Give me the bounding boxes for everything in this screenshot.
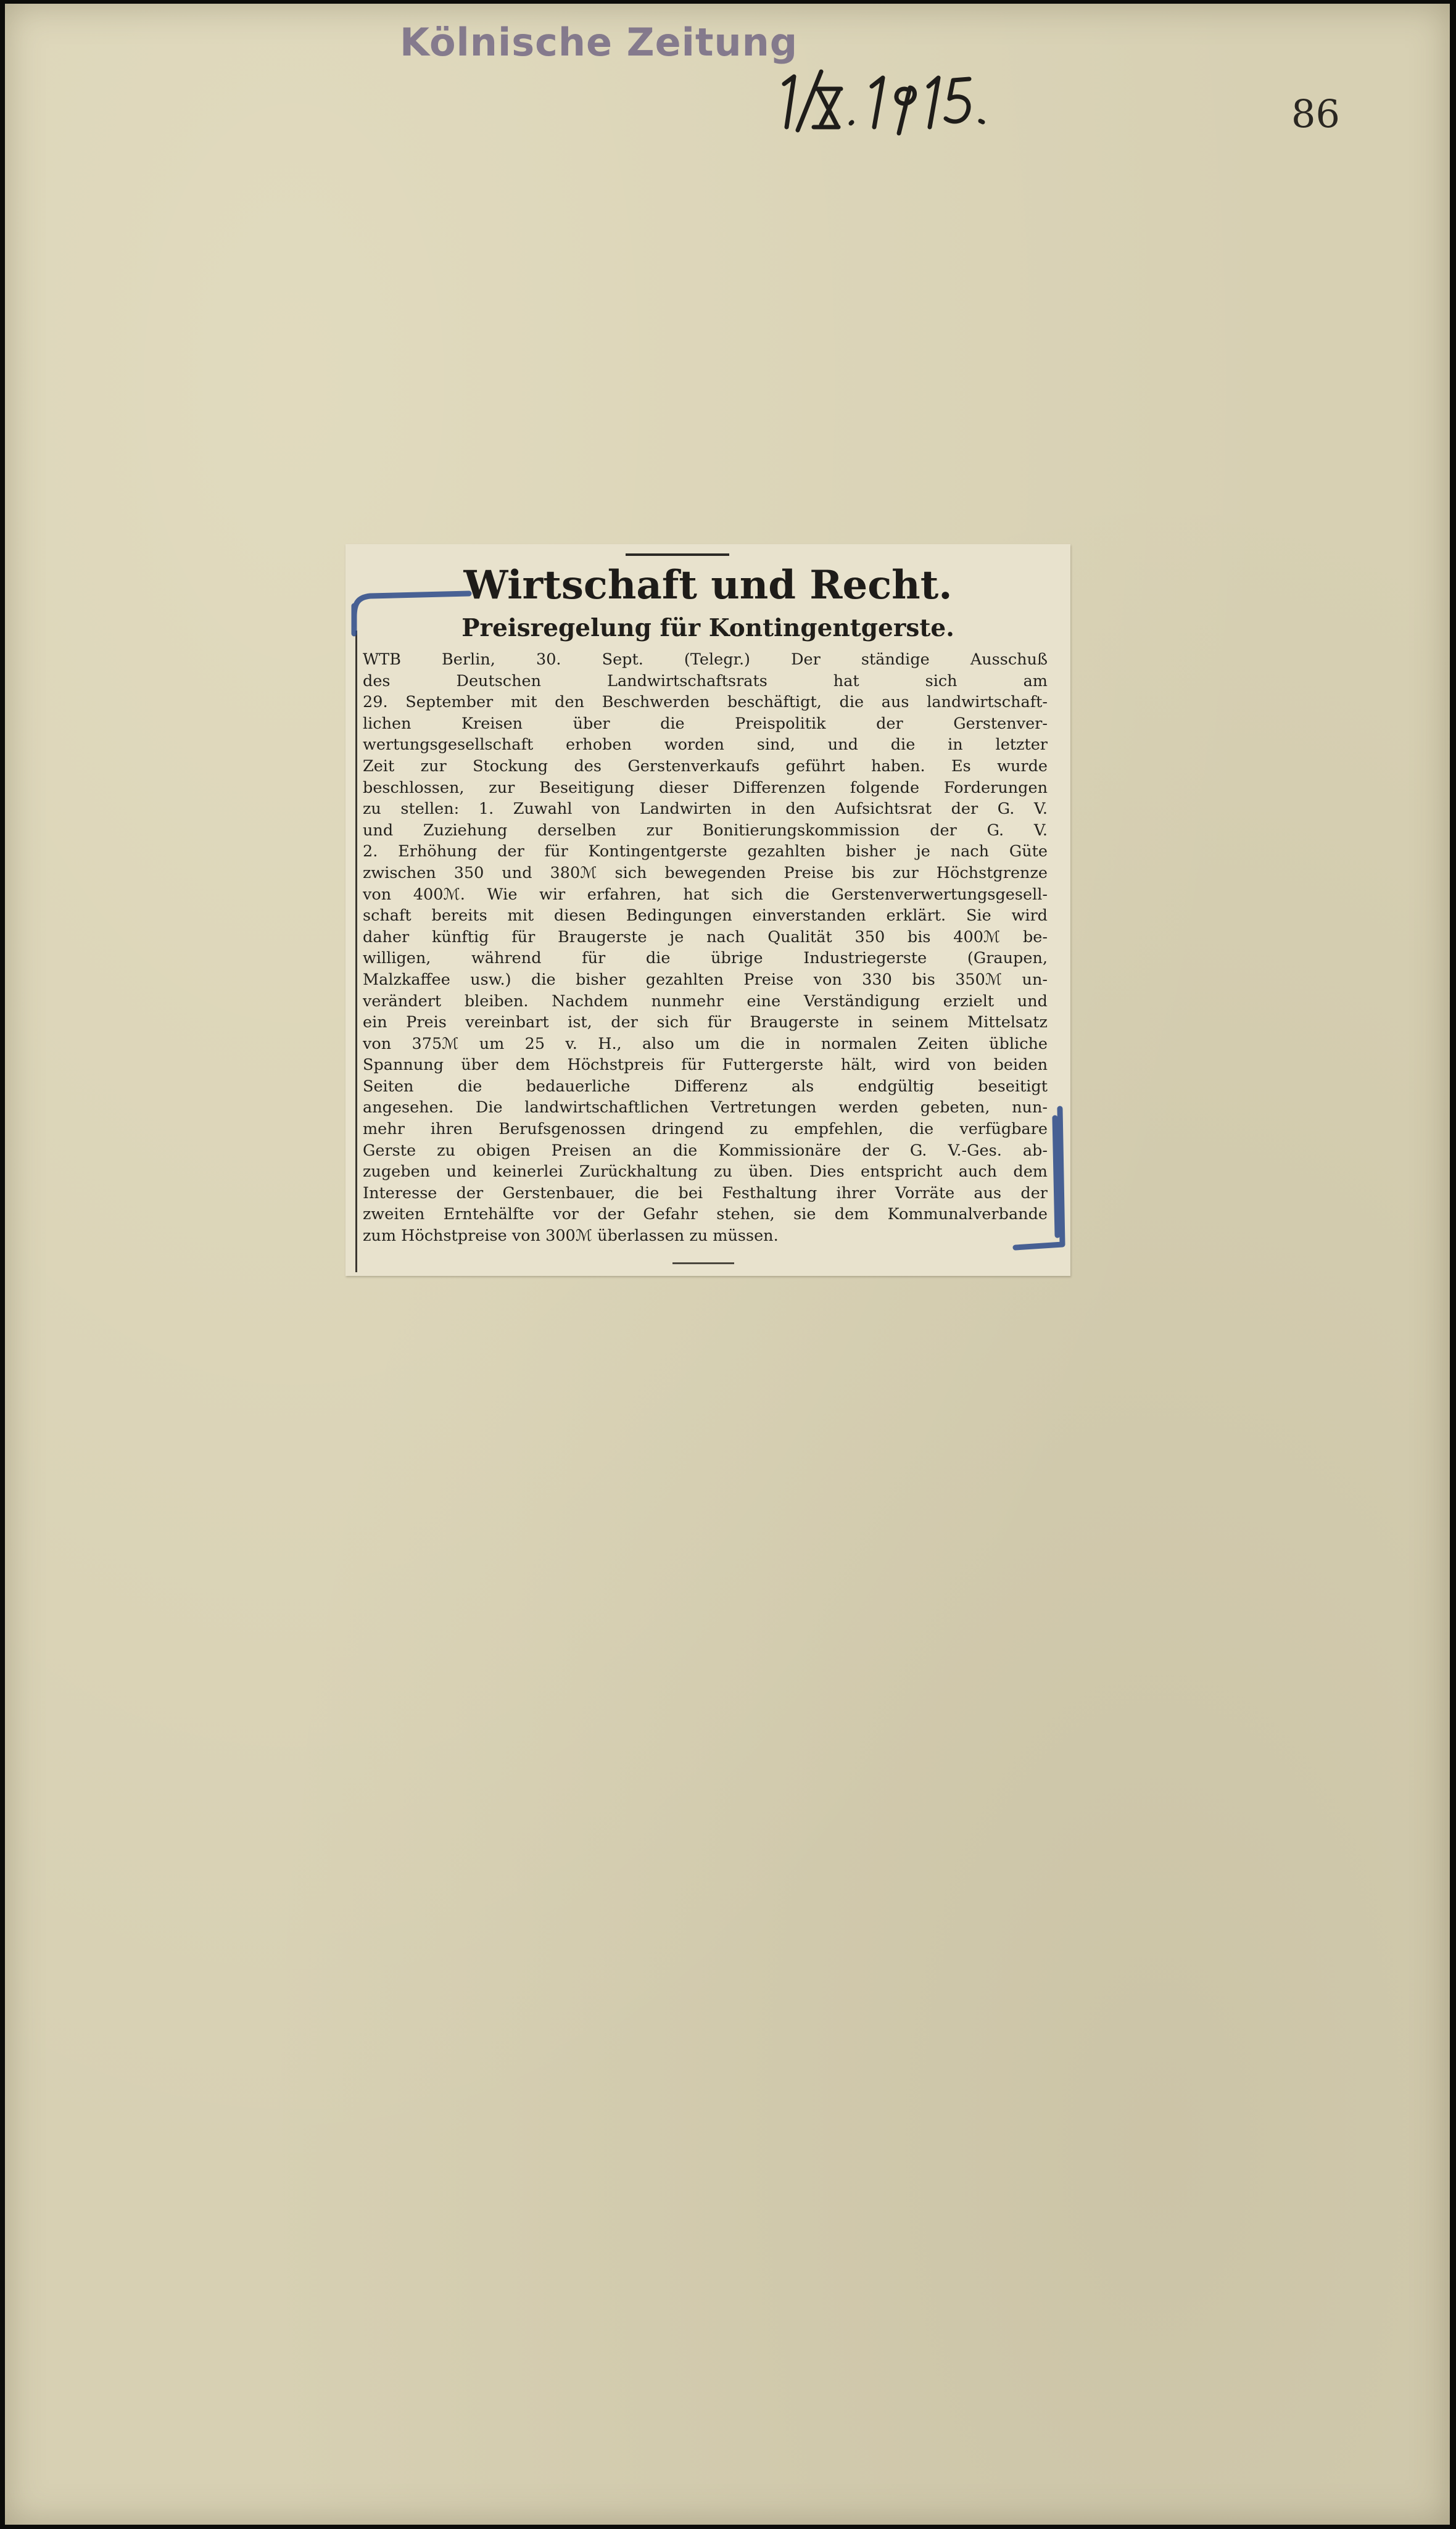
article-line: lichen Kreisen über die Preispolitik der Gerstenver-	[363, 714, 1048, 733]
article-line: Malzkaffee usw.) die bisher gezahlten Preise von 330 bis 350ℳ un-	[363, 970, 1048, 989]
article-line: 29. September mit den Beschwerden beschäftigt, die aus landwirtschaft-	[363, 693, 1048, 712]
article-line: Seiten die bedauerliche Differenz als endgültig beseitigt	[363, 1077, 1048, 1096]
newspaper-name-stamp: Kölnische Zeitung	[400, 20, 798, 65]
article-line: Zeit zur Stockung des Gerstenverkaufs geführt haben. Es wurde	[363, 756, 1048, 776]
newspaper-clipping	[345, 544, 1070, 1276]
article-line: Gerste zu obigen Preisen an die Kommissionäre der G. V.-Ges. ab-	[363, 1141, 1048, 1160]
archive-sheet	[5, 4, 1450, 2525]
article-line: zum Höchstpreise von 300ℳ überlassen zu müssen.	[363, 1227, 779, 1246]
left-column-rule	[355, 631, 357, 1272]
article-line: wertungsgesellschaft erhoben worden sind, und die in letzter	[363, 735, 1048, 755]
page-number: 86	[1291, 91, 1340, 136]
article-line: Interesse der Gerstenbauer, die bei Festhaltung ihrer Vorräte aus der	[363, 1183, 1048, 1202]
article-line: von 400ℳ. Wie wir erfahren, hat sich die Gerstenverwertungsgesell-	[363, 885, 1048, 904]
article-line: willigen, während für die übrige Industriegerste (Graupen,	[363, 949, 1048, 968]
article-line: ein Preis vereinbart ist, der sich für Braugerste in seinem Mittelsatz	[363, 1013, 1048, 1032]
article-line: daher künftig für Braugerste je nach Qualität 350 bis 400ℳ be-	[363, 927, 1048, 946]
article-line: WTB Berlin, 30. Sept. (Telegr.) Der ständige Ausschuß	[363, 650, 1048, 669]
article-line: zugeben und keinerlei Zurückhaltung zu üben. Dies entspricht auch dem	[363, 1162, 1048, 1182]
article-headline: Preisregelung für Kontingentgerste.	[461, 614, 954, 642]
article-line: des Deutschen Landwirtschaftsrats hat sich am	[363, 671, 1048, 690]
article-line: zwischen 350 und 380ℳ sich bewegenden Preise bis zur Höchstgrenze	[363, 863, 1048, 882]
article-line: zweiten Erntehälfte vor der Gefahr stehen, sie dem Kommunalverbande	[363, 1205, 1048, 1224]
article-line: von 375ℳ um 25 v. H., also um die in normalen Zeiten übliche	[363, 1034, 1048, 1053]
article-line: schaft bereits mit diesen Bedingungen einverstanden erklärt. Sie wird	[363, 906, 1048, 925]
section-title: Wirtschaft und Recht.	[463, 562, 953, 608]
article-line: verändert bleiben. Nachdem nunmehr eine Verständigung erzielt und	[363, 991, 1048, 1011]
bottom-divider	[672, 1262, 734, 1264]
article-line: Spannung über dem Höchstpreis für Futtergerste hält, wird von beiden	[363, 1056, 1048, 1075]
article-line: beschlossen, zur Beseitigung dieser Differenzen folgende Forderungen	[363, 778, 1048, 797]
article-body	[363, 649, 1048, 1260]
handwritten-date	[773, 59, 1044, 152]
handwritten-date-graphic	[773, 59, 1044, 152]
article-line: zu stellen: 1. Zuwahl von Landwirten in den Aufsichtsrat der G. V.	[363, 800, 1048, 819]
top-divider	[626, 553, 729, 556]
article-line: 2. Erhöhung der für Kontingentgerste gezahlten bisher je nach Güte	[363, 842, 1048, 861]
article-line: angesehen. Die landwirtschaftlichen Vertretungen werden gebeten, nun-	[363, 1098, 1048, 1117]
article-line: mehr ihren Berufsgenossen dringend zu empfehlen, die verfügbare	[363, 1120, 1048, 1139]
article-line: und Zuziehung derselben zur Bonitierungskommission der G. V.	[363, 821, 1048, 840]
